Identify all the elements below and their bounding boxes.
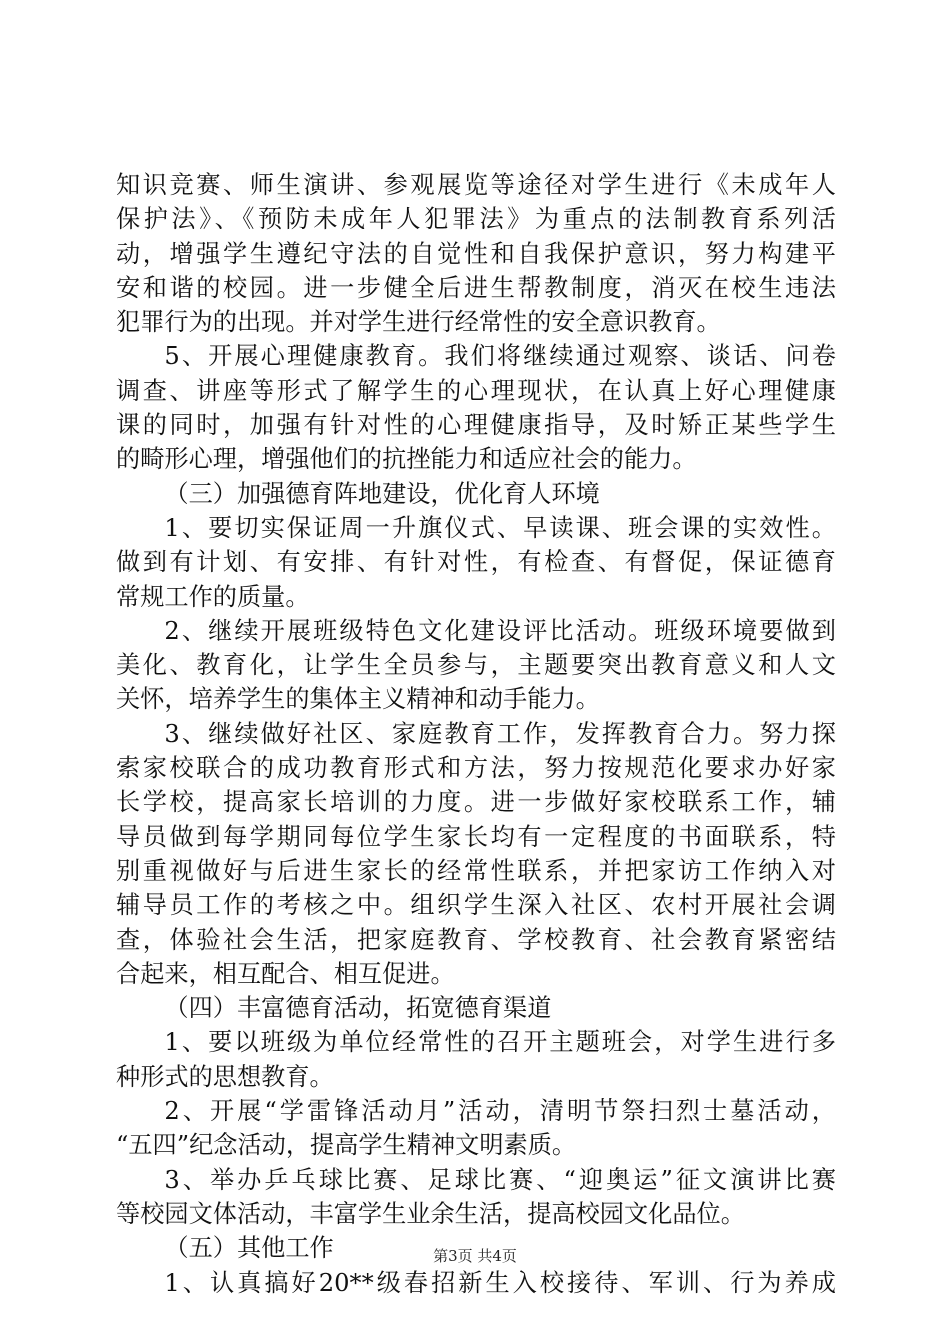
text-line: 3、继续做好社区、家庭教育工作，发挥教育合力。努力探 [164, 719, 836, 748]
text-line: 5、开展心理健康教育。我们将继续通过观察、谈话、问卷 [164, 342, 836, 371]
text-line: 种形式的思想教育。 [116, 1062, 334, 1091]
text-line: 长学校，提高家长培训的力度。进一步做好家校联系工作，辅 [116, 788, 836, 817]
text-line: 动，增强学生遵纪守法的自觉性和自我保护意识，努力构建平 [116, 239, 836, 268]
text-line: （五）其他工作 [164, 1234, 334, 1263]
text-line: （四）丰富德育活动，拓宽德育渠道 [164, 994, 552, 1023]
text-line: 做到有计划、有安排、有针对性，有检查、有督促，保证德育 [116, 548, 836, 577]
text-line: 调查、讲座等形式了解学生的心理现状，在认真上好心理健康 [116, 376, 836, 405]
text-line: 常规工作的质量。 [116, 582, 310, 611]
text-line: 课的同时，加强有针对性的心理健康指导，及时矫正某些学生 [116, 411, 836, 440]
text-line: 导员做到每学期同每位学生家长均有一定程度的书面联系，特 [116, 822, 836, 851]
text-line: 索家校联合的成功教育形式和方法，努力按规范化要求办好家 [116, 754, 836, 783]
text-line: 别重视做好与后进生家长的经常性联系，并把家访工作纳入对 [116, 856, 836, 885]
text-line: 辅导员工作的考核之中。组织学生深入社区、农村开展社会调 [116, 891, 836, 920]
text-line: 安和谐的校园。进一步健全后进生帮教制度，消灭在校生违法 [116, 273, 836, 302]
document-body [116, 168, 836, 1300]
text-line: 保护法》、《预防未成年人犯罪法》为重点的法制教育系列活 [116, 205, 836, 234]
text-line: 2、继续开展班级特色文化建设评比活动。班级环境要做到 [164, 616, 836, 645]
text-line: 等校园文体活动，丰富学生业余生活，提高校园文化品位。 [116, 1199, 745, 1228]
text-line: 犯罪行为的出现。并对学生进行经常性的安全意识教育。 [116, 308, 721, 337]
text-line: 1、要切实保证周一升旗仪式、早读课、班会课的实效性。 [164, 513, 836, 542]
text-line: 的畸形心理，增强他们的抗挫能力和适应社会的能力。 [116, 445, 697, 474]
text-line: 关怀，培养学生的集体主义精神和动手能力。 [116, 685, 600, 714]
text-line: 2、开展“学雷锋活动月”活动，清明节祭扫烈士墓活动， [164, 1097, 836, 1126]
text-line: 1、要以班级为单位经常性的召开主题班会，对学生进行多 [164, 1028, 836, 1057]
text-line: 美化、教育化，让学生全员参与，主题要突出教育意义和人文 [116, 651, 836, 680]
text-line: （三）加强德育阵地建设，优化育人环境 [164, 479, 600, 508]
text-line: 合起来，相互配合、相互促进。 [116, 959, 455, 988]
text-line: 知识竞赛、师生演讲、参观展览等途径对学生进行《未成年人 [116, 171, 836, 199]
text-line: “五四”纪念活动，提高学生精神文明素质。 [116, 1131, 577, 1160]
page-footer: 第3页 共4页 [433, 1247, 517, 1265]
text-line: 3、举办乒乓球比赛、足球比赛、“迎奥运”征文演讲比赛 [164, 1165, 836, 1194]
text-line: 1、认真搞好20**级春招新生入校接待、军训、行为养成 [164, 1268, 836, 1297]
text-line: 查，体验社会生活，把家庭教育、学校教育、社会教育紧密结 [116, 925, 836, 954]
